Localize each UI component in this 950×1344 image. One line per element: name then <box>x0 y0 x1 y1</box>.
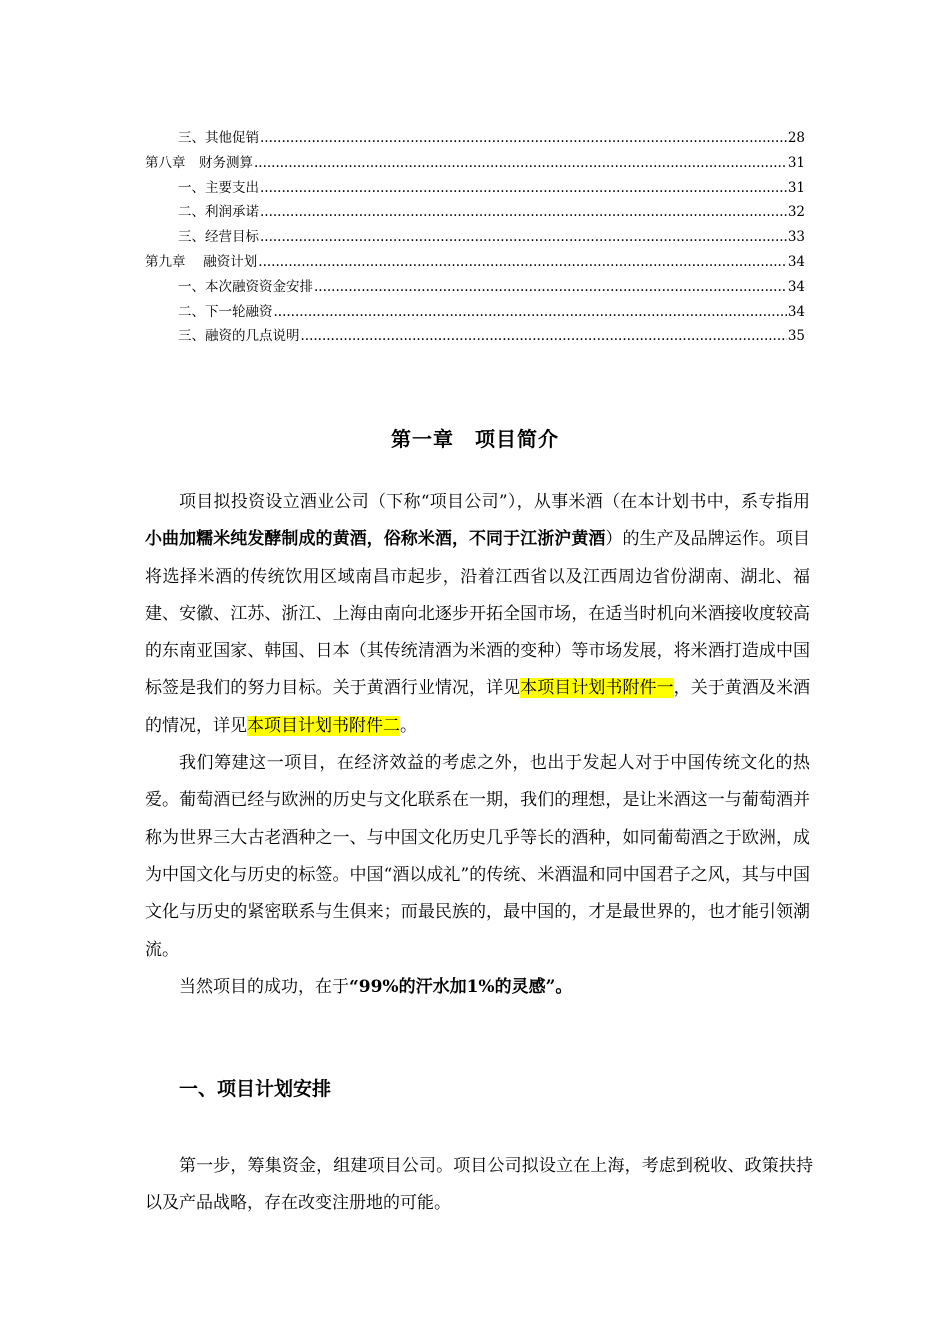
paragraph-text: 项目拟投资设立酒业公司（下称“项目公司”），从事米酒（在本计划书中，系专指用 <box>179 492 810 512</box>
toc-entry-page: 35 <box>787 328 805 345</box>
toc-leader-dots <box>314 275 787 300</box>
toc-entry[interactable] <box>145 275 805 300</box>
toc-entry[interactable] <box>145 126 805 151</box>
paragraph-text: 。 <box>400 715 417 736</box>
toc-entry[interactable] <box>145 324 805 349</box>
toc-entry-label: 二、利润承诺 <box>178 204 259 221</box>
toc-entry[interactable] <box>145 300 805 325</box>
toc-entry[interactable] <box>145 176 805 201</box>
highlighted-reference-appendix-1: 本项目计划书附件一 <box>520 678 674 699</box>
paragraph-vision: 我们筹建这一项目，在经济效益的考虑之外，也出于发起人对于中国传统文化的热爱。葡萄酒已经与欧洲的历史与文化联系在一期，我们的理想，是让米酒这一与葡萄酒并称为世界三大古老酒种之一、与中国文化历史几乎等长的酒种，如同葡萄酒之于欧洲，成为中国文化与历史的标签。中国“酒以成礼”的传统、米酒温和同中国君子之风，其与中国文化与历史的紧密联系与生俱来；而最民族的，最中国的，才是最世界的，也才能引领潮流。 <box>145 753 810 960</box>
toc-entry-label: 第九章 融资计划 <box>145 253 258 270</box>
chapter-title: 第一章 项目简介 <box>391 427 559 451</box>
chapter-body <box>145 484 810 1006</box>
toc-entry[interactable] <box>145 200 805 225</box>
bold-definition: 小曲加糯米纯发酵制成的黄酒，俗称米酒，不同于江浙沪黄酒 <box>145 529 606 550</box>
toc-leader-dots <box>274 300 787 325</box>
toc-entry-page: 34 <box>787 303 805 320</box>
toc-entry-page: 28 <box>787 130 805 146</box>
toc-entry-label: 三、经营目标 <box>178 229 259 246</box>
toc-entry-page: 32 <box>787 204 805 221</box>
toc-entry-page: 31 <box>787 179 805 196</box>
toc-entry-label: 三、其他促销 <box>178 130 259 146</box>
paragraph-step-one: 第一步，筹集资金，组建项目公司。项目公司拟设立在上海，考虑到税收、政策扶持以及产品战略，存在改变注册地的可能。 <box>145 1156 813 1214</box>
toc-leader-dots <box>260 200 787 225</box>
toc-leader-dots <box>254 151 787 176</box>
section-heading: 一、项目计划安排 <box>179 1078 332 1100</box>
toc-entry[interactable] <box>145 151 805 176</box>
toc-entry[interactable] <box>145 250 805 275</box>
bold-quote: “99%的汗水加1%的灵感”。 <box>349 976 573 997</box>
paragraph-text: 当然项目的成功，在于 <box>179 976 349 997</box>
paragraph-intro <box>145 484 810 745</box>
toc-entry-label: 第八章 财务测算 <box>145 154 253 171</box>
toc-entry-page: 34 <box>787 278 805 295</box>
section-body <box>145 1148 813 1223</box>
toc-entry-label: 三、融资的几点说明 <box>178 328 300 345</box>
toc-leader-dots <box>260 225 787 250</box>
toc-leader-dots <box>258 250 787 275</box>
toc-entry[interactable] <box>145 225 805 250</box>
toc-entry-page: 34 <box>787 253 805 270</box>
toc-entry-page: 31 <box>787 154 805 171</box>
highlighted-reference-appendix-2: 本项目计划书附件二 <box>247 715 400 736</box>
paragraph-text: ）的生产及品牌运作。项目将选择米酒的传统饮用区域南昌市起步，沿着江西省以及江西周边省份湖南、湖北、福建、安徽、江苏、浙江、上海由南向北逐步开拓全国市场，在适当时机向米酒接收度较高的东南亚国家、韩国、日本（其传统清酒为米酒的变种）等市场发展，将米酒打造成中国标签是我们的努力目标。关于黄酒行业情况，详见 <box>145 529 811 699</box>
toc-entry-label: 一、主要支出 <box>178 179 259 196</box>
toc-entry-label: 二、下一轮融资 <box>178 303 273 320</box>
toc-leader-dots <box>301 324 787 349</box>
paragraph-text: ，关于黄酒及米酒的情况，详见 <box>145 678 811 736</box>
toc-entry-label: 一、本次融资资金安排 <box>178 278 313 295</box>
toc-leader-dots <box>260 176 787 201</box>
table-of-contents <box>145 126 805 349</box>
paragraph-success <box>145 969 810 1006</box>
toc-entry-page: 33 <box>787 229 805 246</box>
toc-leader-dots <box>260 126 787 151</box>
